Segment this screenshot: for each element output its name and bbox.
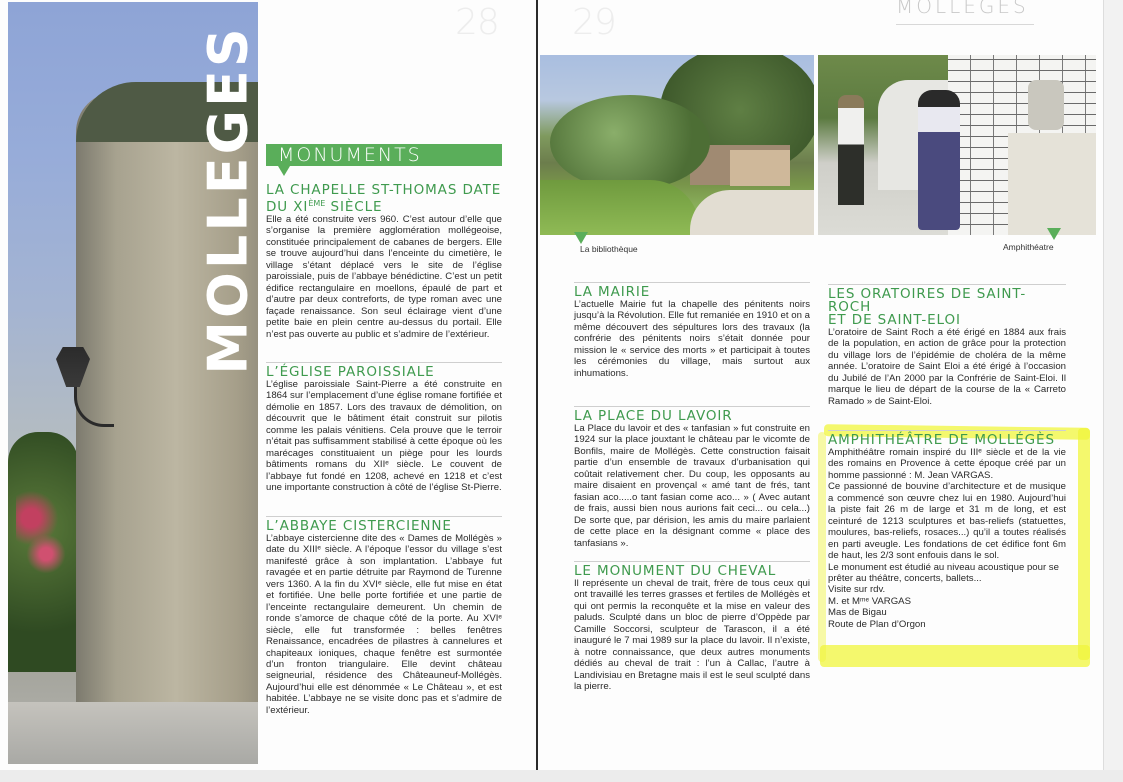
statue (1028, 80, 1064, 130)
photo-caption: La bibliothèque (580, 244, 638, 254)
article-body: L’actuelle Mairie fut la chapelle des pénitents noirs jusqu’à la Révolution. Elle fut remaniée en 1910 et on a même découvert des sépultures lors des travaux (la confrérie des pénitents noirs s’était donnée pour mission le « service des morts » et participait à toutes les cérémonies du village, mais surtout aux inhumations. (574, 299, 810, 379)
scan-edge-right (1103, 0, 1123, 782)
highlighter-mark-right (1078, 428, 1090, 660)
banner-pointer-icon (278, 166, 290, 176)
divider (266, 516, 502, 517)
article-body: Amphithéâtre romain inspiré du IIIᵉ siècle et de la vie des romains en Provence à cette époque créé par un homme passionné : M. Jean VARGAS. (828, 447, 1066, 481)
contact-line: Visite sur rdv. (828, 584, 886, 596)
divider (574, 561, 810, 562)
highlighter-mark-bottom (820, 645, 1090, 667)
contact-line: Route de Plan d’Orgon (828, 618, 926, 630)
stone-block (1008, 133, 1096, 235)
vertical-title: MOLLEGES (196, 25, 260, 375)
article-oratoires (828, 284, 1066, 407)
contact-line: Mas de Bigau (828, 607, 887, 619)
article-body: L’abbaye cistercienne dite des « Dames de Mollégès » date du XIIIᵉ siècle. A l’époque l’essor du village s’est manifesté grâce à son implantation. L’abbaye fut ravagée et en partie détruite par Raymond de Turenne vers 1360. A la fin du XVIᵉ siècle, elle fut mise en état et fortifiée. Une belle porte fortifiée et une partie de l’enceinte rectangulaire demeurent. Un chemin de ronde s’amorce de chaque côté de la porte. Au XVIᵉ siècle, elle fut transformée : belles fenêtres Renaissance, encadrées de pilastres à cannelures et chapiteaux ioniques, chaque fenêtre est surmontée d’un fronton triangulaire. Elle devint château seigneurial, résidence des Châteauneuf-Mollégès. Aujourd’hui elle est dénommée « Le Château », et est habitée. L’abbaye ne se visite donc pas et s’admire de l’extérieur. (266, 533, 502, 716)
article-title: LE MONUMENT DU CHEVAL (574, 563, 777, 579)
page-gutter (536, 0, 538, 770)
highlighter-mark-left (818, 432, 826, 662)
page-number-left: 28 (455, 2, 499, 43)
article-chapelle (266, 184, 502, 340)
tree (550, 95, 710, 190)
scan-edge-bottom (0, 770, 1123, 782)
article-body: Ce passionné de bouvine d’architecture et de musique a commencé son œuvre chez lui en 1980. Aujourd’hui la piste fait 26 m de large et 31 m de long, et est ceinturé de 1213 sculptures et bas-reliefs (statuettes, moulures, bas-reliefs, rosaces...) qu’il a toutes réalisés en parti aveugle. Les fondations de cet édifice font 6m de haut, les 2/3 sont enfouis dans le sol. (828, 481, 1066, 562)
article-title: LA PLACE DU LAVOIR (574, 408, 733, 424)
article-body: La Place du lavoir et des « tanfasian » fut construite en 1924 sur la place jouxtant le château par le vicomte de Bonfils, maire de Mollégès. Cette construction faisait partie d’un ensemble de travaux d’urbanisation qui coûtait relativement cher. Du coup, les opposants au maire disaient en provençal « amé tant de frés, tant fasian aco.....o tant fasian come aco... » ( Avec autant de frais, aussi bien nous aurions fait ceci... ou cela...) De sorte que, par dérision, les amis du maire parlaient de cette place en la désignant comme « place des tanfasians ». (574, 423, 810, 549)
bibliotheque-photo (540, 55, 814, 235)
divider (266, 362, 502, 363)
article-title: LES ORATOIRES DE SAINT-ROCH ET DE SAINT-ELOI (828, 286, 1027, 328)
article-monument-cheval (574, 561, 810, 693)
article-title: L’ABBAYE CISTERCIENNE (266, 518, 452, 534)
article-title: L’ÉGLISE PAROISSIALE (266, 364, 435, 380)
man-figure (838, 95, 864, 205)
article-title: AMPHITHÉÂTRE DE MOLLÉGÈS (828, 432, 1055, 448)
divider (574, 406, 810, 407)
article-body: L’oratoire de Saint Roch a été érigé en 1884 aux frais de la population, en action de grâce pour la protection du village lors de l’épidémie de choléra de la même année. L’oratoire de Saint Eloi a été érigé à l’occasion du Jubilé de l’An 2000 par la Confrérie de Saint-Eloi. Il marque le lieu de départ de la course de la « Carreto Ramado » de Saint-Eloi. (828, 327, 1066, 407)
divider (574, 282, 810, 283)
building-wall (730, 150, 790, 186)
caption-pointer-icon (1047, 228, 1061, 240)
article-amphitheatre (828, 430, 1066, 630)
contact-line: M. et Mᵐᵉ VARGAS (828, 595, 911, 607)
flowers (16, 482, 66, 602)
running-head-rule (896, 24, 1034, 25)
photo-caption: Amphithéatre (1003, 242, 1054, 252)
caption-pointer-icon (574, 232, 588, 244)
article-body: Le monument est étudié au niveau acoustique pour se prêter au théâtre, concerts, ballets... (828, 561, 1059, 584)
article-body: Elle a été construite vers 960. C’est autour d’elle que s’organise la première agglomération mollégeoise, constituée principalement de cabanes de bergers. Elle se trouve aujourd’hui dans l’enceinte du cimetière, le village s’étant déplacé vers le site de l’église paroissiale, puis de l’abbaye bénédictine. C’est un petit édifice rectangulaire en moellons, épaulé de part et d’autre par deux contreforts, de type roman avec une façade renaissance. Son seul éclairage vient d’une petite baie en plein centre au-dessus du portail. Elle n’est pas ouverte au public et s’admire de l’extérieur. (266, 214, 502, 340)
running-head: MOLLEGES (896, 0, 1029, 18)
divider (828, 430, 1066, 431)
woman-figure (918, 90, 960, 230)
article-place-lavoir (574, 406, 810, 549)
article-title: LA MAIRIE (574, 284, 651, 300)
article-eglise (266, 362, 502, 494)
article-title: LA CHAPELLE ST-THOMAS DATE DU XIÈME SIÈCLE (266, 182, 502, 215)
article-abbaye (266, 516, 502, 716)
ground (8, 702, 258, 764)
page-number-right: 29 (572, 2, 616, 43)
article-body: Il représente un cheval de trait, frère de tous ceux qui ont travaillé les terres grasses et fertiles de Mollégès et qui ont permis la reconquête et la mise en valeur des paluds. Sculpté dans un bloc de pierre d’Oppède par Camille Soccorsi, sculpteur de Tarascon, il a été inauguré le 7 mai 1989 sur la place du lavoir. Il n’existe, à notre connaissance, que deux autres monuments dédiés au cheval de trait : l’un à Callac, l’autre à Landivisiau en Bretagne mais il est le seul sculpté dans la pierre. (574, 578, 810, 693)
section-banner: MONUMENTS (266, 144, 502, 166)
amphitheatre-photo (818, 55, 1096, 235)
divider (828, 284, 1066, 285)
article-mairie (574, 282, 810, 379)
article-body: L’église paroissiale Saint-Pierre a été construite en 1864 sur l’emplacement d’une église romane fortifiée et démolie en 1857. Lors des travaux de démolition, on découvrit que le bâtiment était construit sur pilotis comme les palais vénitiens. Cela prouve que le terroir n’était pas suffisamment stabilisé à cette époque où les marécages constituaient un piège pour les lourds bâtiments romans du XIIᵉ siècle. Le couvent de l’abbaye fut fondé en 1208, achevé en 1218 et c’est une importante construction à côté de l’église St-Pierre. (266, 379, 502, 494)
lawn (540, 180, 700, 235)
path (690, 190, 814, 235)
